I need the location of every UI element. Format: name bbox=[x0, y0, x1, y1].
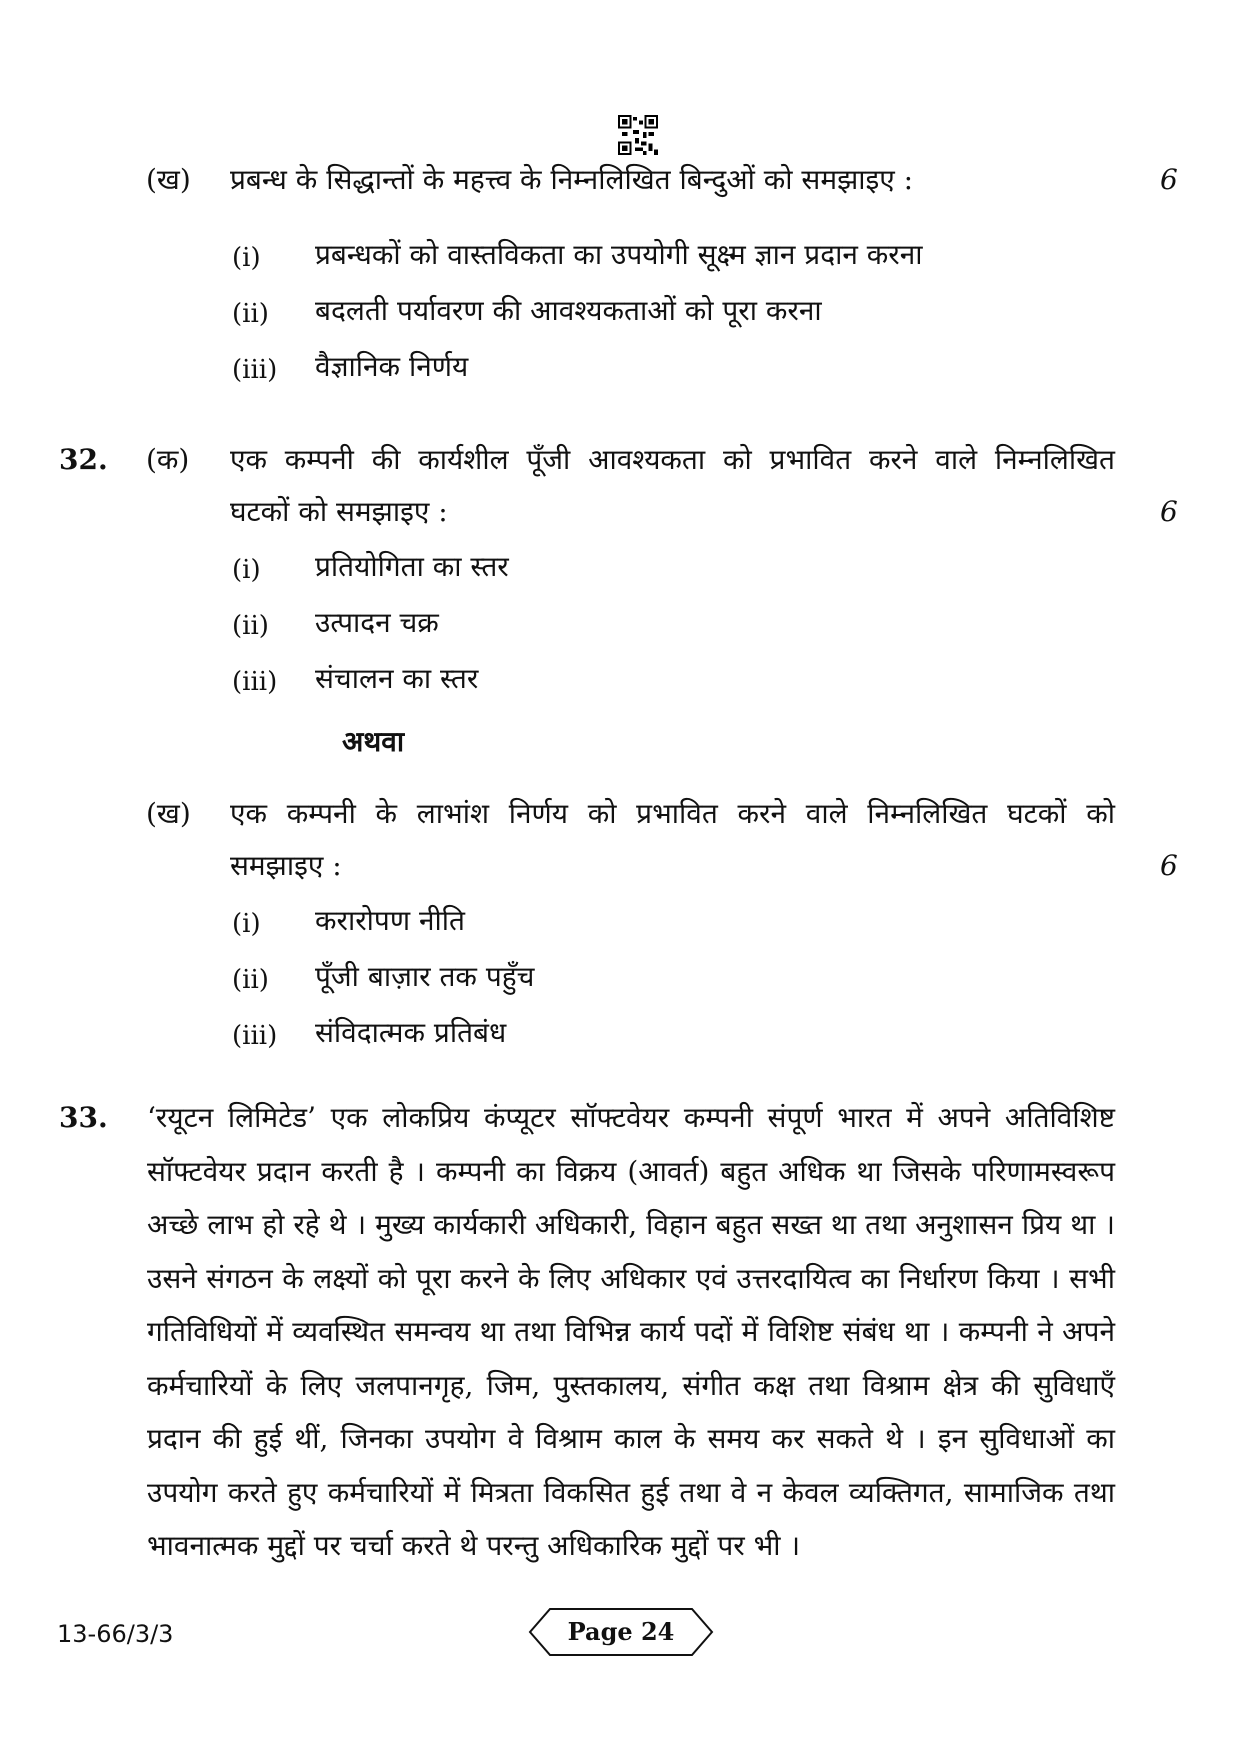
q32a-question-line1: एक कम्पनी की कार्यशील पूँजी आवश्यकता को प्रभावित करने वाले निम्नलिखित bbox=[230, 443, 1115, 476]
q32b-label: (ख) bbox=[146, 797, 191, 830]
q32a-item-3-text: संचालन का स्तर bbox=[315, 662, 479, 695]
q32b-item-1-text: करारोपण नीति bbox=[315, 904, 465, 937]
q31b-item-1-num: (i) bbox=[232, 243, 261, 273]
q32b-item-2-num: (ii) bbox=[232, 965, 269, 995]
or-label: अथवा bbox=[342, 725, 405, 758]
q32a-item-2-text: उत्पादन चक्र bbox=[315, 606, 439, 639]
q32a-item-1-num: (i) bbox=[232, 555, 261, 585]
q32b-item-2-text: पूँजी बाज़ार तक पहुँच bbox=[315, 960, 535, 993]
q32b-item-3-num: (iii) bbox=[232, 1021, 278, 1051]
q32a-marks: 6 bbox=[1160, 495, 1178, 528]
q31b-item-2-num: (ii) bbox=[232, 299, 269, 329]
q32a-label: (क) bbox=[146, 443, 190, 476]
q31b-label: (ख) bbox=[146, 163, 191, 196]
q33-case-paragraph: ‘रयूटन लिमिटेड’ एक लोकप्रिय कंप्यूटर सॉफ्टवेयर कम्पनी संपूर्ण भारत में अपने अतिविशिष्ट सॉफ्टवेयर प्रदान करती है । कम्पनी का विक्रय (आवर्त) बहुत अधिक था जिसके परिणामस्वरूप अच्छे लाभ हो रहे थे । मुख्य कार्यकारी अधिकारी, विहान बहुत सख्त था तथा अनुशासन प्रिय था । उसने संगठन के लक्ष्यों को पूरा करने के लिए अधिकार एवं उत्तरदायित्व का निर्धारण किया । सभी गतिविधियों में व्यवस्थित समन्वय था तथा विभिन्न कार्य पदों में विशिष्ट संबंध था । कम्पनी ने अपने कर्मचारियों के लिए जलपानगृह, जिम, पुस्तकालय, संगीत कक्ष तथा विश्राम क्षेत्र की सुविधाएँ प्रदान की हुई थीं, जिनका उपयोग वे विश्राम काल के समय कर सकते थे । इन सुविधाओं का उपयोग करते हुए कर्मचारियों में मित्रता विकसित हुई तथा वे न केवल व्यक्तिगत, सामाजिक तथा भावनात्मक मुद्दों पर चर्चा करते थे परन्तु अधिकारिक मुद्दों पर भी । bbox=[147, 1101, 1115, 1562]
q32a-item-2-num: (ii) bbox=[232, 611, 269, 641]
q32a-item-1-text: प्रतियोगिता का स्तर bbox=[315, 550, 509, 583]
q31b-marks: 6 bbox=[1160, 163, 1178, 196]
q32a-item-3-num: (iii) bbox=[232, 667, 278, 697]
qr-code-icon bbox=[618, 115, 658, 155]
page-number: Page 24 bbox=[567, 1617, 675, 1646]
q32b-question-line2: समझाइए : bbox=[230, 849, 342, 882]
q31b-question-text: प्रबन्ध के सिद्धान्तों के महत्त्व के निम्नलिखित बिन्दुओं को समझाइए : bbox=[230, 163, 914, 196]
paper-code: 13-66/3/3 bbox=[57, 1620, 174, 1648]
q32b-item-3-text: संविदात्मक प्रतिबंध bbox=[315, 1016, 507, 1049]
q31b-item-2-text: बदलती पर्यावरण की आवश्यकताओं को पूरा करना bbox=[315, 294, 822, 327]
page-number-badge bbox=[528, 1606, 714, 1658]
q32-number: 32. bbox=[59, 443, 108, 476]
q31b-item-3-num: (iii) bbox=[232, 355, 278, 385]
q31b-item-1-text: प्रबन्धकों को वास्तविकता का उपयोगी सूक्ष्म ज्ञान प्रदान करना bbox=[315, 238, 923, 271]
q31b-item-3-text: वैज्ञानिक निर्णय bbox=[315, 350, 469, 383]
q32b-item-1-num: (i) bbox=[232, 909, 261, 939]
q32a-question-line2: घटकों को समझाइए : bbox=[230, 495, 448, 528]
q33-number: 33. bbox=[59, 1101, 108, 1134]
q32b-marks: 6 bbox=[1160, 849, 1178, 882]
q32b-question-line1: एक कम्पनी के लाभांश निर्णय को प्रभावित करने वाले निम्नलिखित घटकों को bbox=[230, 797, 1115, 830]
